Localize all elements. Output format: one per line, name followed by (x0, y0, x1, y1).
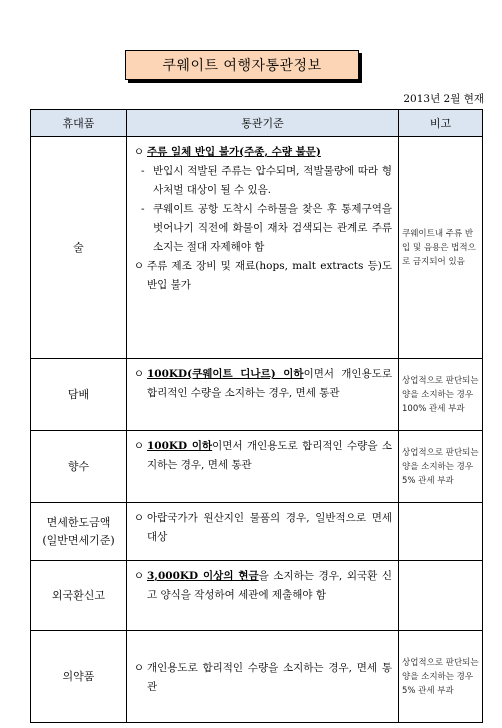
bullet-text: 이면서 개인용도로 합리적인 수량을 소지하는 경우, 면세 통관 (147, 368, 393, 399)
bullet-item (131, 509, 392, 547)
row-criteria (127, 503, 399, 561)
dash-mark: - (141, 165, 145, 177)
dash-text: 쿠웨이트 공항 도착시 수하물을 찾은 후 통제구역을 벗어나기 직전에 화물이 재차 검색되는 관계로 주류 소지는 절대 자제해야 함 (153, 203, 392, 253)
bullet-mark: ㅇ (133, 570, 145, 582)
dash-item (131, 162, 392, 200)
bullet-mark: ㅇ (133, 260, 145, 272)
row-note: 상업적으로 판단되는 양을 소지하는 경우 100% 관세 부과 (399, 359, 483, 431)
row-category: 담배 (31, 359, 127, 431)
row-category (31, 503, 127, 561)
bullet-item (131, 659, 392, 697)
row-criteria (127, 137, 399, 359)
category-line: 면세한도금액 (46, 515, 111, 529)
header-remarks: 비고 (399, 110, 483, 137)
header-items: 휴대품 (31, 110, 127, 137)
bullet-mark: ㅇ (133, 440, 145, 452)
table-header-row (31, 110, 483, 137)
bullet-item (131, 437, 392, 475)
bullet-text: 개인용도로 합리적인 수량을 소지하는 경우, 면세 통관 (147, 661, 392, 693)
bullet-text: 아랍국가가 원산지인 물품의 경우, 일반적으로 면세 대상 (147, 512, 392, 543)
row-note: 상업적으로 판단되는 양을 소지하는 경우 5% 관세 부과 (399, 631, 483, 723)
row-criteria (127, 431, 399, 503)
row-category: 술 (31, 137, 127, 359)
bullet-mark: ㅇ (133, 368, 145, 380)
bold-text: 주류 일체 반입 불가(주종, 수량 불문) (147, 146, 321, 158)
row-criteria (127, 359, 399, 431)
row-note: 상업적으로 판단되는 양을 소지하는 경우 5% 관세 부과 (399, 431, 483, 503)
row-category: 외국환신고 (31, 561, 127, 631)
bold-text: 100KD 이하 (147, 440, 213, 452)
table-row-dutyfree (31, 503, 483, 561)
dash-mark: - (141, 203, 145, 215)
dash-text: 반입시 적발된 주류는 압수되며, 적발물량에 따라 형사처벌 대상이 될 수 있음. (153, 165, 392, 196)
bullet-text: 이면서 개인용도로 합리적인 수량을 소지하는 경우, 면세 통관 (147, 440, 393, 471)
table-row-currency (31, 561, 483, 631)
bullet-text: 주류 제조 장비 및 재료(hops, malt extracts 등)도 반입 불가 (147, 260, 392, 291)
row-category: 의약품 (31, 631, 127, 723)
bold-text: 100KD(쿠웨이트 디나르) 이하 (147, 368, 304, 380)
customs-table (30, 109, 483, 723)
bullet-mark: ㅇ (133, 146, 145, 158)
bullet-item (131, 567, 392, 605)
table-row-tobacco (31, 359, 483, 431)
category-line: (일반면세기준) (42, 533, 115, 547)
row-criteria (127, 561, 399, 631)
table-row-perfume (31, 431, 483, 503)
page-title: 쿠웨이트 여행자통관정보 (125, 50, 359, 80)
table-row-alcohol (31, 137, 483, 359)
row-criteria (127, 631, 399, 723)
row-note (399, 561, 483, 631)
bullet-text: 을 소지하는 경우, 외국환 신고 양식을 작성하여 세관에 제출해야 함 (147, 570, 392, 601)
row-note: 쿠웨이트내 주류 반입 및 음용은 법적으로 금지되어 있음 (399, 137, 483, 359)
bullet-item (131, 143, 392, 162)
table-row-medicine (31, 631, 483, 723)
bullet-item (131, 257, 392, 295)
bullet-mark: ㅇ (133, 661, 145, 674)
dash-item (131, 200, 392, 257)
header-criteria: 통관기준 (127, 110, 399, 137)
bold-text: 3,000KD 이상의 현금 (147, 570, 259, 582)
bullet-item (131, 365, 392, 403)
row-category: 향수 (31, 431, 127, 503)
row-note (399, 503, 483, 561)
date-label: 2013년 2월 현재 (403, 93, 484, 105)
bullet-mark: ㅇ (133, 512, 145, 524)
